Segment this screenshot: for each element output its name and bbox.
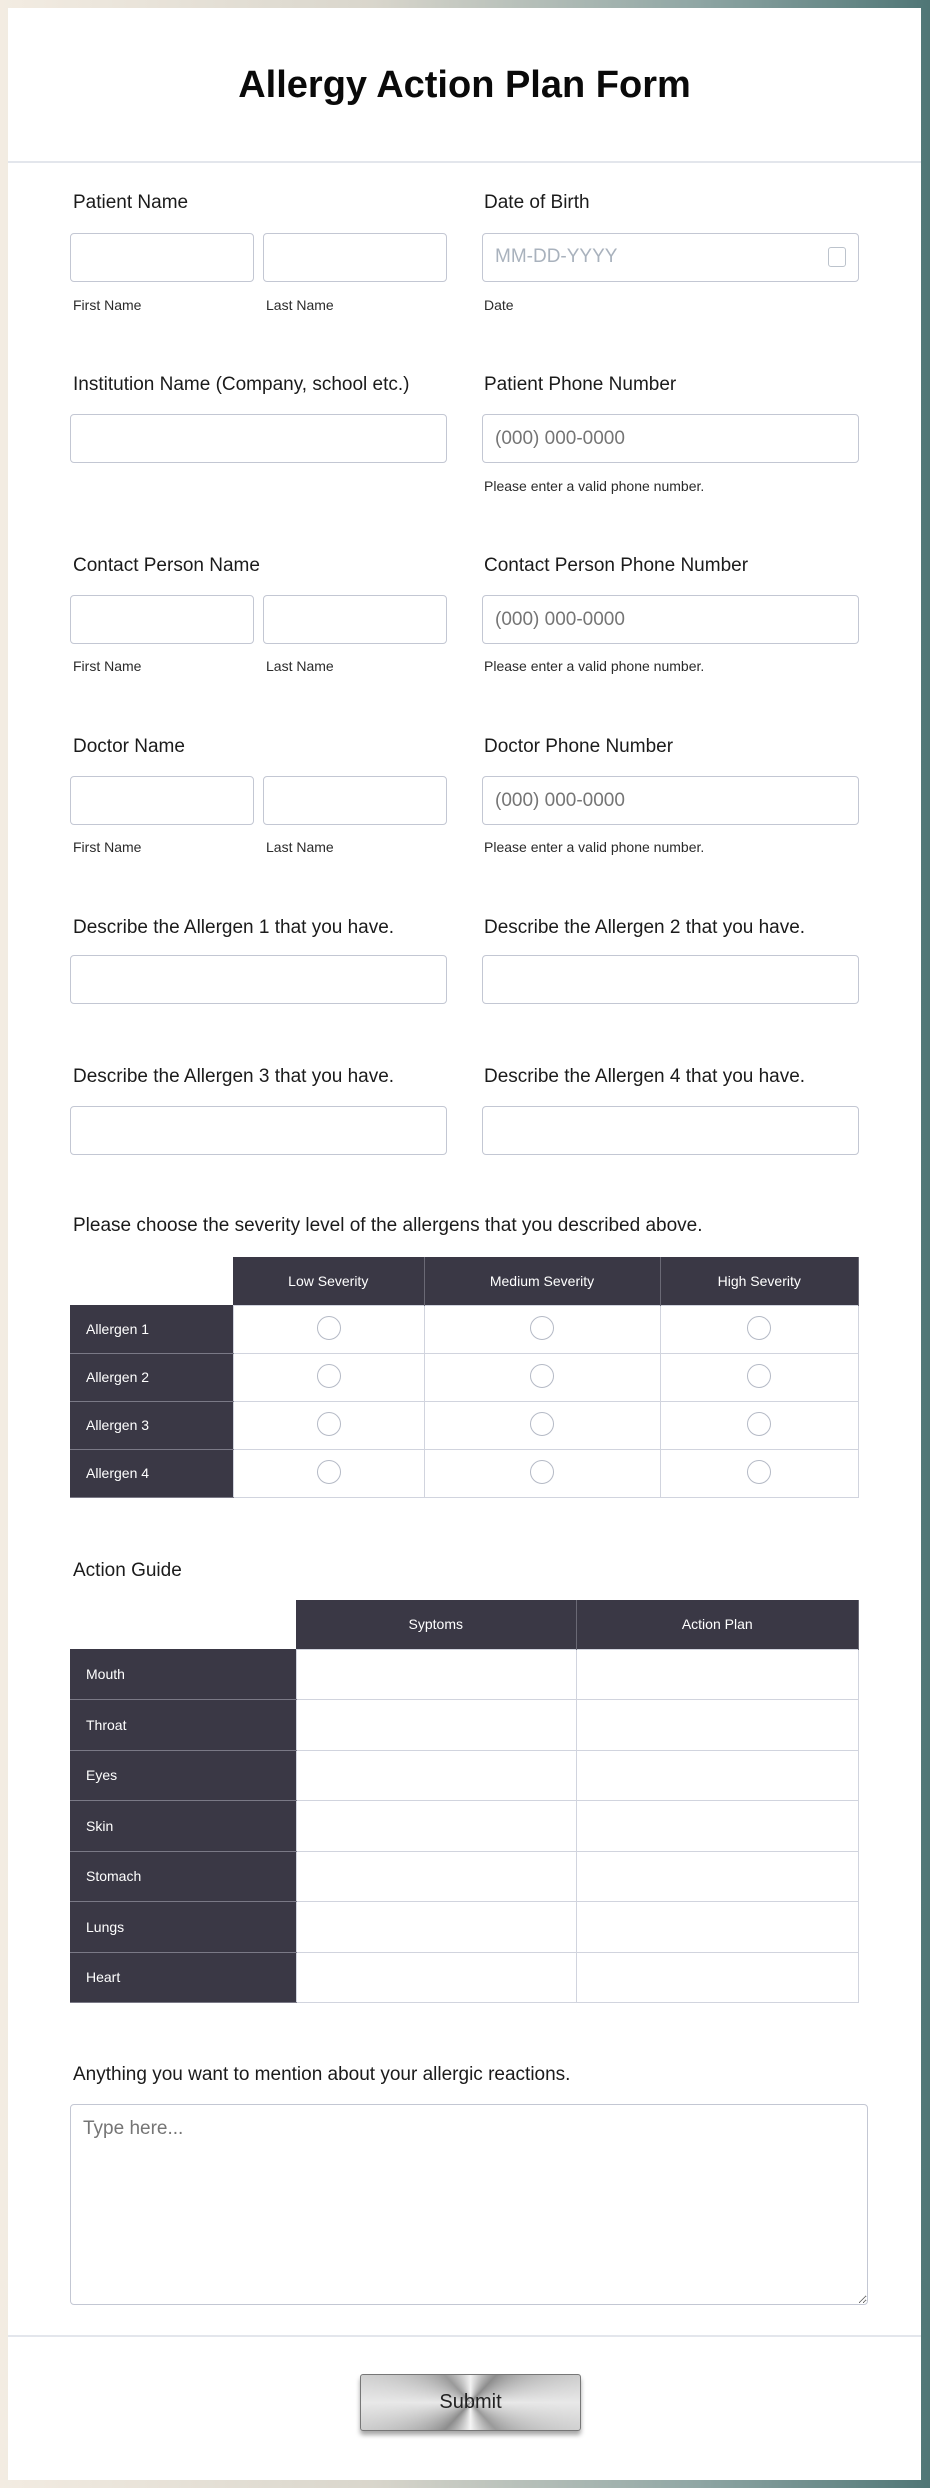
allergen4-input[interactable]	[482, 1106, 859, 1155]
severity-label: Please choose the severity level of the allergens that you described above.	[73, 1215, 703, 1236]
contact-last-name-input[interactable]	[263, 595, 447, 644]
header-divider	[8, 161, 921, 163]
doctor-last-name-input[interactable]	[263, 776, 447, 825]
radio-low[interactable]	[317, 1460, 341, 1484]
contact-phone-hint: Please enter a valid phone number.	[484, 658, 705, 674]
radio-high[interactable]	[747, 1316, 771, 1340]
row-header: Lungs	[70, 1902, 296, 1953]
first-name-sublabel: First Name	[73, 658, 142, 674]
first-name-sublabel: First Name	[73, 297, 142, 313]
footer-divider	[8, 2335, 921, 2337]
notes-label: Anything you want to mention about your allergic reactions.	[73, 2064, 571, 2085]
table-row	[70, 1401, 859, 1449]
severity-matrix	[70, 1257, 859, 1498]
doctor-name-label: Doctor Name	[73, 736, 185, 757]
institution-label: Institution Name (Company, school etc.)	[73, 374, 410, 395]
allergen3-input[interactable]	[70, 1106, 447, 1155]
allergen2-label: Describe the Allergen 2 that you have.	[484, 917, 806, 938]
symptoms-cell[interactable]	[296, 1851, 576, 1902]
patient-phone-label: Patient Phone Number	[484, 374, 677, 395]
patient-first-name-input[interactable]	[70, 233, 254, 282]
radio-low[interactable]	[317, 1316, 341, 1340]
radio-high[interactable]	[747, 1364, 771, 1388]
contact-phone-label: Contact Person Phone Number	[484, 555, 749, 576]
dob-placeholder: MM-DD-YYYY	[495, 246, 618, 267]
symptoms-cell[interactable]	[296, 1750, 576, 1801]
action-plan-cell[interactable]	[576, 1750, 859, 1801]
table-row	[70, 1305, 859, 1353]
patient-phone-hint: Please enter a valid phone number.	[484, 478, 705, 494]
radio-medium[interactable]	[530, 1364, 554, 1388]
last-name-sublabel: Last Name	[266, 839, 334, 855]
radio-low[interactable]	[317, 1412, 341, 1436]
row-header: Throat	[70, 1700, 296, 1751]
table-row	[70, 1700, 859, 1751]
allergen4-label: Describe the Allergen 4 that you have.	[484, 1066, 806, 1087]
radio-high[interactable]	[747, 1460, 771, 1484]
form-card	[8, 8, 921, 2480]
patient-phone-input[interactable]	[482, 414, 859, 463]
action-plan-cell[interactable]	[576, 1801, 859, 1852]
table-row	[70, 1649, 859, 1700]
action-guide-table	[70, 1600, 859, 2003]
dob-input[interactable]	[482, 233, 859, 282]
table-row	[70, 1353, 859, 1401]
dob-sublabel: Date	[484, 297, 514, 313]
action-plan-cell[interactable]	[576, 1851, 859, 1902]
table-row	[70, 1750, 859, 1801]
calendar-icon[interactable]	[828, 247, 846, 267]
corner-cell	[70, 1600, 296, 1649]
allergen2-input[interactable]	[482, 955, 859, 1004]
table-row	[70, 1449, 859, 1497]
contact-name-label: Contact Person Name	[73, 555, 260, 576]
symptoms-cell[interactable]	[296, 1902, 576, 1953]
corner-cell	[70, 1257, 233, 1305]
table-row	[70, 1801, 859, 1852]
symptoms-cell[interactable]	[296, 1649, 576, 1700]
radio-medium[interactable]	[530, 1316, 554, 1340]
contact-first-name-input[interactable]	[70, 595, 254, 644]
symptoms-cell[interactable]	[296, 1700, 576, 1751]
radio-medium[interactable]	[530, 1460, 554, 1484]
column-header: Action Plan	[576, 1600, 859, 1649]
doctor-first-name-input[interactable]	[70, 776, 254, 825]
table-row	[70, 1902, 859, 1953]
doctor-phone-label: Doctor Phone Number	[484, 736, 674, 757]
action-plan-cell[interactable]	[576, 1700, 859, 1751]
table-row	[70, 1851, 859, 1902]
row-header: Mouth	[70, 1649, 296, 1700]
row-header: Allergen 4	[70, 1449, 233, 1497]
allergen1-label: Describe the Allergen 1 that you have.	[73, 917, 395, 938]
dob-label: Date of Birth	[484, 192, 590, 213]
patient-last-name-input[interactable]	[263, 233, 447, 282]
row-header: Allergen 3	[70, 1401, 233, 1449]
patient-name-label: Patient Name	[73, 192, 189, 213]
contact-phone-input[interactable]	[482, 595, 859, 644]
action-plan-cell[interactable]	[576, 1649, 859, 1700]
last-name-sublabel: Last Name	[266, 658, 334, 674]
notes-textarea[interactable]	[70, 2104, 868, 2305]
radio-low[interactable]	[317, 1364, 341, 1388]
action-guide-label: Action Guide	[73, 1560, 182, 1581]
doctor-phone-hint: Please enter a valid phone number.	[484, 839, 705, 855]
allergen1-input[interactable]	[70, 955, 447, 1004]
row-header: Heart	[70, 1952, 296, 2003]
submit-button[interactable]: Submit	[360, 2374, 581, 2431]
institution-input[interactable]	[70, 414, 447, 463]
doctor-phone-input[interactable]	[482, 776, 859, 825]
symptoms-cell[interactable]	[296, 1952, 576, 2003]
table-row	[70, 1952, 859, 2003]
column-header: Syptoms	[296, 1600, 576, 1649]
radio-medium[interactable]	[530, 1412, 554, 1436]
row-header: Allergen 2	[70, 1353, 233, 1401]
symptoms-cell[interactable]	[296, 1801, 576, 1852]
column-header: High Severity	[660, 1257, 859, 1305]
radio-high[interactable]	[747, 1412, 771, 1436]
action-plan-cell[interactable]	[576, 1902, 859, 1953]
first-name-sublabel: First Name	[73, 839, 142, 855]
last-name-sublabel: Last Name	[266, 297, 334, 313]
row-header: Stomach	[70, 1851, 296, 1902]
row-header: Eyes	[70, 1750, 296, 1801]
column-header: Medium Severity	[424, 1257, 660, 1305]
column-header: Low Severity	[233, 1257, 424, 1305]
row-header: Skin	[70, 1801, 296, 1852]
row-header: Allergen 1	[70, 1305, 233, 1353]
allergen3-label: Describe the Allergen 3 that you have.	[73, 1066, 395, 1087]
action-plan-cell[interactable]	[576, 1952, 859, 2003]
page-title: Allergy Action Plan Form	[238, 64, 691, 106]
